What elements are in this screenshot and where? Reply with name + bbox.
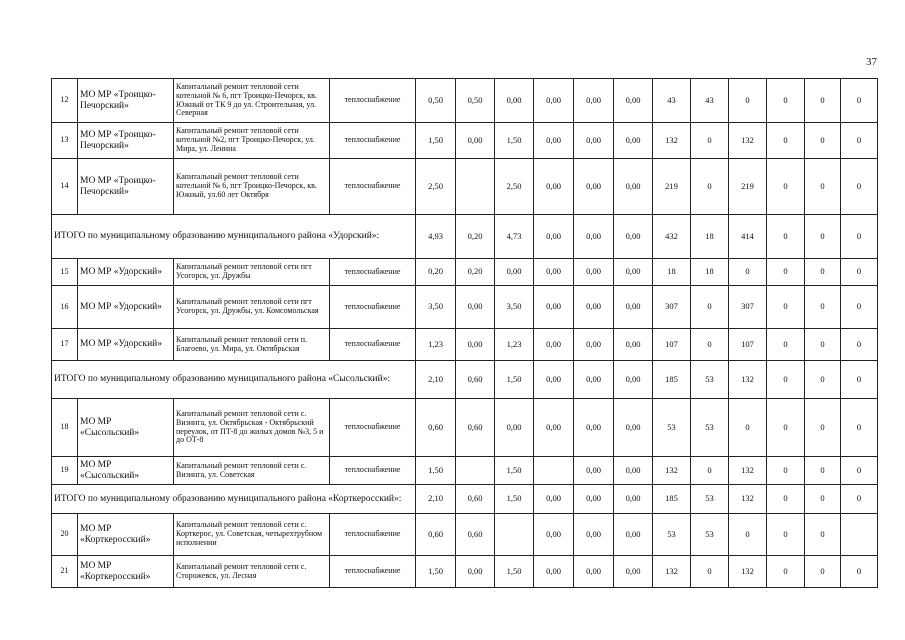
table-body (52, 79, 878, 588)
value-cell: 307 (653, 286, 691, 329)
total-row (52, 361, 878, 399)
value-cell: 0,20 (456, 215, 495, 259)
value-cell: 185 (653, 485, 691, 514)
value-cell: 0,00 (534, 399, 574, 457)
value-cell: 0,00 (574, 329, 614, 361)
value-cell: 132 (653, 457, 691, 485)
value-cell: 0 (805, 215, 841, 259)
municipality: МО МР «Троицко-Печорский» (78, 123, 174, 159)
municipality: МО МР «Сысольский» (78, 399, 174, 457)
work-description: Капитальный ремонт тепловой сети пгт Усогорск, ул. Дружбы, ул. Комсомольская (174, 286, 330, 329)
value-cell: 0 (691, 123, 729, 159)
value-cell: 2,50 (416, 159, 456, 215)
row-number: 12 (52, 79, 78, 123)
value-cell: 0 (767, 286, 805, 329)
utility-type: теплоснабжение (330, 123, 416, 159)
value-cell: 18 (653, 259, 691, 286)
value-cell: 0,00 (534, 329, 574, 361)
value-cell: 0 (841, 329, 878, 361)
value-cell: 0,00 (574, 79, 614, 123)
work-description: Капитальный ремонт тепловой сети котельной №2, пгт Троицко-Печорск, ул. Мира, ул. Ленина (174, 123, 330, 159)
value-cell: 53 (691, 399, 729, 457)
value-cell: 0,00 (574, 123, 614, 159)
value-cell: 0 (729, 259, 767, 286)
work-description: Капитальный ремонт тепловой сети п. Благоево, ул. Мира, ул. Октябрьская (174, 329, 330, 361)
row-number: 18 (52, 399, 78, 457)
value-cell: 0,00 (614, 556, 653, 588)
municipality: МО МР «Троицко-Печорский» (78, 159, 174, 215)
value-cell: 53 (691, 514, 729, 556)
value-cell: 0,60 (416, 514, 456, 556)
table-row (52, 79, 878, 123)
value-cell: 0,60 (456, 399, 495, 457)
value-cell: 0,00 (574, 457, 614, 485)
table-row (52, 159, 878, 215)
value-cell: 0,00 (495, 259, 534, 286)
work-description: Капитальный ремонт тепловой сети с. Визинга, ул. Октябрьская - Октябрьский переулок, от ПТ-8 до жилых домов №3, 5 и до ОТ-8 (174, 399, 330, 457)
table-row (52, 259, 878, 286)
table-row (52, 123, 878, 159)
value-cell: 0 (805, 329, 841, 361)
value-cell: 219 (729, 159, 767, 215)
value-cell: 0 (841, 259, 878, 286)
value-cell: 0,00 (574, 159, 614, 215)
value-cell: 0 (729, 399, 767, 457)
table-row (52, 399, 878, 457)
value-cell: 1,50 (495, 485, 534, 514)
value-cell: 1,50 (495, 556, 534, 588)
value-cell: 1,50 (495, 123, 534, 159)
value-cell: 43 (691, 79, 729, 123)
value-cell: 0 (691, 556, 729, 588)
value-cell: 0,50 (456, 79, 495, 123)
municipality: МО МР «Удорский» (78, 286, 174, 329)
value-cell: 432 (653, 215, 691, 259)
value-cell (456, 457, 495, 485)
table-row (52, 329, 878, 361)
value-cell: 185 (653, 361, 691, 399)
value-cell: 0,00 (534, 159, 574, 215)
value-cell: 0 (767, 123, 805, 159)
value-cell: 0 (767, 361, 805, 399)
value-cell: 0,00 (534, 215, 574, 259)
municipality: МО МР «Троицко-Печорский» (78, 79, 174, 123)
value-cell: 132 (729, 485, 767, 514)
value-cell: 0,00 (534, 79, 574, 123)
value-cell: 53 (691, 361, 729, 399)
value-cell: 0,00 (614, 485, 653, 514)
value-cell: 0 (767, 329, 805, 361)
value-cell: 132 (729, 556, 767, 588)
value-cell: 0 (767, 485, 805, 514)
value-cell: 0 (805, 457, 841, 485)
value-cell: 0 (841, 485, 878, 514)
value-cell: 1,50 (416, 457, 456, 485)
work-description: Капитальный ремонт тепловой сети котельной № 6, пгт Троицко-Печорск, кв. Южный, ул.60 лет Октября (174, 159, 330, 215)
municipality: МО МР «Сысольский» (78, 457, 174, 485)
value-cell: 0,00 (456, 286, 495, 329)
financing-table (51, 78, 878, 588)
table-row (52, 514, 878, 556)
value-cell: 0 (767, 259, 805, 286)
value-cell: 0,00 (456, 556, 495, 588)
value-cell: 0 (805, 399, 841, 457)
value-cell: 0 (805, 123, 841, 159)
value-cell: 0,20 (456, 259, 495, 286)
value-cell: 0,00 (574, 399, 614, 457)
value-cell: 4,73 (495, 215, 534, 259)
work-description: Капитальный ремонт тепловой сети с. Корткерос, ул. Советская, четырехтрубном исполнении (174, 514, 330, 556)
value-cell: 0,00 (614, 259, 653, 286)
utility-type: теплоснабжение (330, 286, 416, 329)
table-row (52, 457, 878, 485)
value-cell: 0,60 (416, 399, 456, 457)
value-cell: 0,00 (574, 286, 614, 329)
value-cell: 0 (805, 259, 841, 286)
value-cell: 0,60 (456, 485, 495, 514)
value-cell: 53 (691, 485, 729, 514)
value-cell: 0,00 (614, 215, 653, 259)
row-number: 16 (52, 286, 78, 329)
value-cell: 0,00 (534, 361, 574, 399)
value-cell: 0 (805, 286, 841, 329)
row-number: 21 (52, 556, 78, 588)
value-cell: 0,00 (614, 79, 653, 123)
value-cell: 132 (653, 123, 691, 159)
value-cell (456, 159, 495, 215)
value-cell: 0,00 (614, 286, 653, 329)
row-number: 15 (52, 259, 78, 286)
work-description: Капитальный ремонт тепловой сети котельной № 6, пгт Троицко-Печорск, кв. Южный от ТК 9 до ул. Строительная, ул. Северная (174, 79, 330, 123)
value-cell: 0,00 (574, 259, 614, 286)
utility-type: теплоснабжение (330, 159, 416, 215)
utility-type: теплоснабжение (330, 399, 416, 457)
table-row (52, 556, 878, 588)
value-cell: 2,50 (495, 159, 534, 215)
value-cell: 0,60 (456, 361, 495, 399)
total-label: ИТОГО по муниципальному образованию муниципального района «Корткеросский»: (52, 485, 416, 514)
utility-type: теплоснабжение (330, 329, 416, 361)
value-cell: 18 (691, 259, 729, 286)
value-cell: 107 (653, 329, 691, 361)
value-cell: 0,00 (614, 123, 653, 159)
value-cell: 0 (805, 485, 841, 514)
value-cell: 0 (767, 457, 805, 485)
value-cell: 0 (805, 159, 841, 215)
value-cell: 0,20 (416, 259, 456, 286)
value-cell: 0 (767, 556, 805, 588)
work-description: Капитальный ремонт тепловой сети с. Визинга, ул. Советская (174, 457, 330, 485)
value-cell: 0,00 (534, 556, 574, 588)
value-cell: 0,00 (614, 329, 653, 361)
value-cell: 53 (653, 514, 691, 556)
value-cell: 0 (767, 399, 805, 457)
row-number: 19 (52, 457, 78, 485)
value-cell: 1,50 (495, 361, 534, 399)
value-cell: 0 (691, 329, 729, 361)
value-cell: 0 (841, 79, 878, 123)
value-cell: 3,50 (495, 286, 534, 329)
value-cell: 43 (653, 79, 691, 123)
municipality: МО МР «Корткеросский» (78, 556, 174, 588)
value-cell: 0 (729, 79, 767, 123)
value-cell: 1,50 (495, 457, 534, 485)
utility-type: теплоснабжение (330, 259, 416, 286)
value-cell: 0 (841, 457, 878, 485)
value-cell: 0,00 (534, 286, 574, 329)
value-cell: 0,00 (456, 329, 495, 361)
total-label: ИТОГО по муниципальному образованию муниципального района «Сысольский»: (52, 361, 416, 399)
row-number: 20 (52, 514, 78, 556)
total-row (52, 485, 878, 514)
row-number: 14 (52, 159, 78, 215)
value-cell: 0 (841, 556, 878, 588)
value-cell (495, 514, 534, 556)
value-cell: 0,00 (574, 361, 614, 399)
value-cell: 0,00 (614, 361, 653, 399)
value-cell: 0,00 (495, 399, 534, 457)
value-cell: 0 (691, 457, 729, 485)
value-cell: 4,93 (416, 215, 456, 259)
value-cell: 0,00 (534, 123, 574, 159)
value-cell: 0,00 (614, 514, 653, 556)
value-cell: 132 (729, 457, 767, 485)
value-cell: 0 (805, 79, 841, 123)
value-cell: 0 (805, 514, 841, 556)
value-cell: 0 (767, 514, 805, 556)
value-cell: 1,50 (416, 556, 456, 588)
value-cell: 0,00 (574, 514, 614, 556)
value-cell: 1,23 (416, 329, 456, 361)
work-description: Капитальный ремонт тепловой сети пгт Усогорск, ул. Дружбы (174, 259, 330, 286)
value-cell (534, 457, 574, 485)
value-cell: 0,00 (534, 259, 574, 286)
value-cell: 0,00 (456, 123, 495, 159)
municipality: МО МР «Корткеросский» (78, 514, 174, 556)
utility-type: теплоснабжение (330, 556, 416, 588)
table-row (52, 286, 878, 329)
value-cell: 0 (767, 79, 805, 123)
value-cell: 132 (729, 123, 767, 159)
value-cell: 414 (729, 215, 767, 259)
value-cell: 0 (691, 159, 729, 215)
value-cell: 2,10 (416, 361, 456, 399)
value-cell: 0,00 (614, 399, 653, 457)
municipality: МО МР «Удорский» (78, 329, 174, 361)
value-cell: 2,10 (416, 485, 456, 514)
value-cell: 3,50 (416, 286, 456, 329)
value-cell: 1,23 (495, 329, 534, 361)
value-cell: 0 (841, 399, 878, 457)
value-cell: 0,60 (456, 514, 495, 556)
value-cell: 0 (841, 159, 878, 215)
value-cell: 1,50 (416, 123, 456, 159)
value-cell: 132 (653, 556, 691, 588)
value-cell (841, 514, 878, 556)
value-cell: 0 (841, 361, 878, 399)
work-description: Капитальный ремонт тепловой сети с. Сторожевск, ул. Лесная (174, 556, 330, 588)
value-cell: 0 (841, 215, 878, 259)
value-cell: 0,50 (416, 79, 456, 123)
value-cell: 0,00 (495, 79, 534, 123)
value-cell: 132 (729, 361, 767, 399)
value-cell: 0 (841, 286, 878, 329)
value-cell: 0 (805, 556, 841, 588)
value-cell: 18 (691, 215, 729, 259)
value-cell: 0 (729, 514, 767, 556)
total-row (52, 215, 878, 259)
value-cell: 0 (767, 215, 805, 259)
value-cell: 307 (729, 286, 767, 329)
value-cell: 0,00 (534, 514, 574, 556)
value-cell: 0 (805, 361, 841, 399)
value-cell: 0 (841, 123, 878, 159)
value-cell: 0,00 (614, 159, 653, 215)
value-cell: 0 (691, 286, 729, 329)
utility-type: теплоснабжение (330, 457, 416, 485)
total-label: ИТОГО по муниципальному образованию муниципального района «Удорский»: (52, 215, 416, 259)
value-cell: 0 (767, 159, 805, 215)
utility-type: теплоснабжение (330, 79, 416, 123)
municipality: МО МР «Удорский» (78, 259, 174, 286)
value-cell: 0,00 (614, 457, 653, 485)
value-cell: 53 (653, 399, 691, 457)
value-cell: 0,00 (574, 556, 614, 588)
value-cell: 0,00 (534, 485, 574, 514)
value-cell: 0,00 (574, 215, 614, 259)
row-number: 17 (52, 329, 78, 361)
value-cell: 107 (729, 329, 767, 361)
page-number: 37 (866, 56, 877, 68)
row-number: 13 (52, 123, 78, 159)
value-cell: 0,00 (574, 485, 614, 514)
value-cell: 219 (653, 159, 691, 215)
utility-type: теплоснабжение (330, 514, 416, 556)
